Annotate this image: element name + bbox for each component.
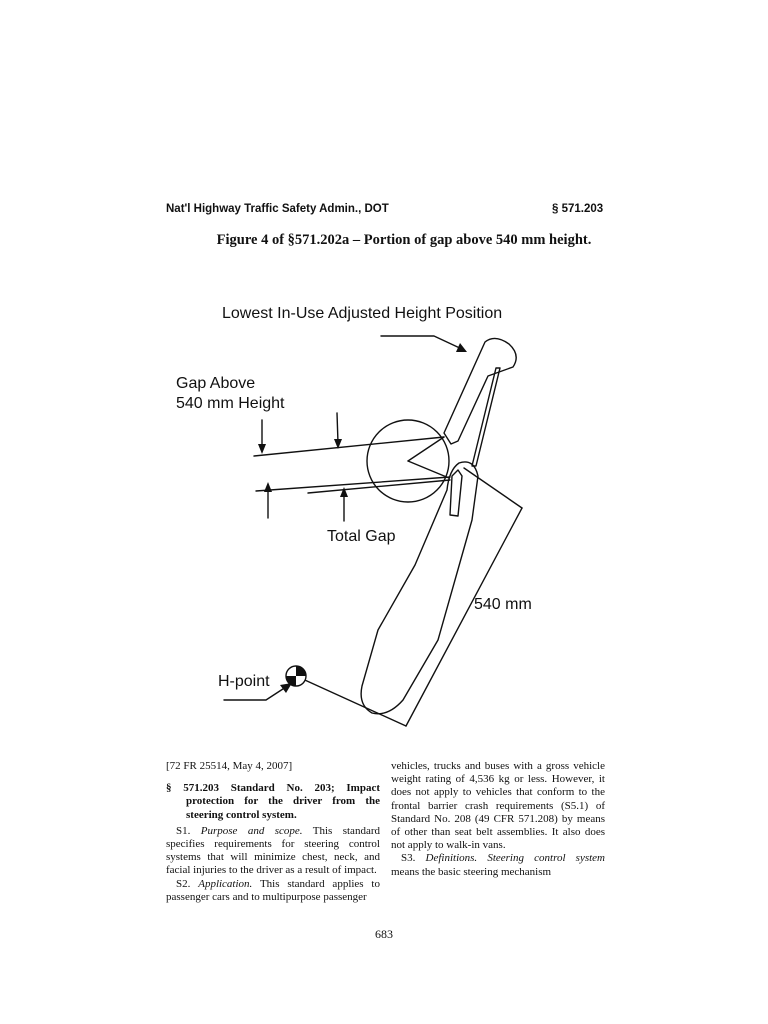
text-column-right — [391, 760, 605, 879]
arrowhead-gap-left-upper — [258, 444, 266, 454]
h-point-symbol — [286, 666, 306, 686]
label-gap-above-line1: Gap Above — [176, 375, 256, 392]
s1-label: S1. — [176, 824, 191, 837]
s3-term: Steering control system — [487, 852, 605, 865]
label-total-gap: Total Gap — [327, 528, 396, 545]
citation: [72 FR 25514, May 4, 2007] — [166, 760, 293, 772]
running-header-agency: Nat'l Highway Traffic Safety Admin., DOT — [166, 203, 389, 215]
s2-label: S2. — [176, 877, 191, 890]
s1-title: Purpose and scope. — [200, 824, 303, 837]
paragraph-s1 — [166, 825, 380, 878]
seat-back-slot — [450, 470, 462, 516]
paragraph-s2 — [166, 878, 380, 904]
section-heading: § 571.203 Standard No. 203; Impact protection for the driver from the steering control system. — [166, 782, 380, 821]
label-540mm: 540 mm — [474, 596, 532, 613]
label-lowest-position: Lowest In-Use Adjusted Height Position — [222, 305, 503, 322]
text-column-left — [166, 760, 380, 904]
s3-label: S3. — [401, 852, 416, 865]
s3-text: means the basic steering mechanism — [391, 865, 552, 878]
gap-arrow-right-upper — [337, 413, 338, 443]
head-restraint-post — [472, 368, 500, 466]
gap-upper-line — [254, 437, 444, 456]
running-header-section: § 571.203 — [552, 203, 604, 215]
s3-title: Definitions. — [425, 852, 478, 865]
dimension-line-bottom — [296, 676, 406, 726]
dimension-line-right — [406, 508, 522, 726]
figure-title: Figure 4 of §571.202a – Portion of gap above 540 mm height. — [216, 232, 592, 248]
dimension-line-top — [464, 468, 522, 508]
arrowhead-gap-right-lower — [340, 487, 348, 497]
gap-contact-line-lower — [408, 461, 449, 478]
s2-title: Application. — [198, 877, 253, 890]
paragraph-s3 — [391, 852, 605, 878]
page-number: 683 — [375, 927, 393, 941]
s2-text: This standard applies to passenger cars and to multipurpose passenger — [166, 877, 380, 903]
s1-text: This standard specifies requirements for steering control systems that will minimize chest, neck, and facial injuries to the driver as a result of impact. — [166, 824, 380, 877]
arrowhead-gap-left-lower — [264, 482, 272, 492]
lowest-position-leader — [381, 336, 464, 350]
label-h-point: H-point — [218, 673, 270, 690]
paragraph-s2-continued: vehicles, trucks and buses with a gross vehicle weight rating of 4,536 kg or less. However, it does not apply to vehicles that conform to the frontal barrier crash requirements (S5.1) of Standard No. 208 (49 CFR 571.208) by means of other than seat belt assemblies. It also does not apply to walk-in vans. — [391, 760, 605, 852]
label-gap-above-line2: 540 mm Height — [176, 395, 285, 412]
head-restraint-outline — [444, 338, 516, 444]
